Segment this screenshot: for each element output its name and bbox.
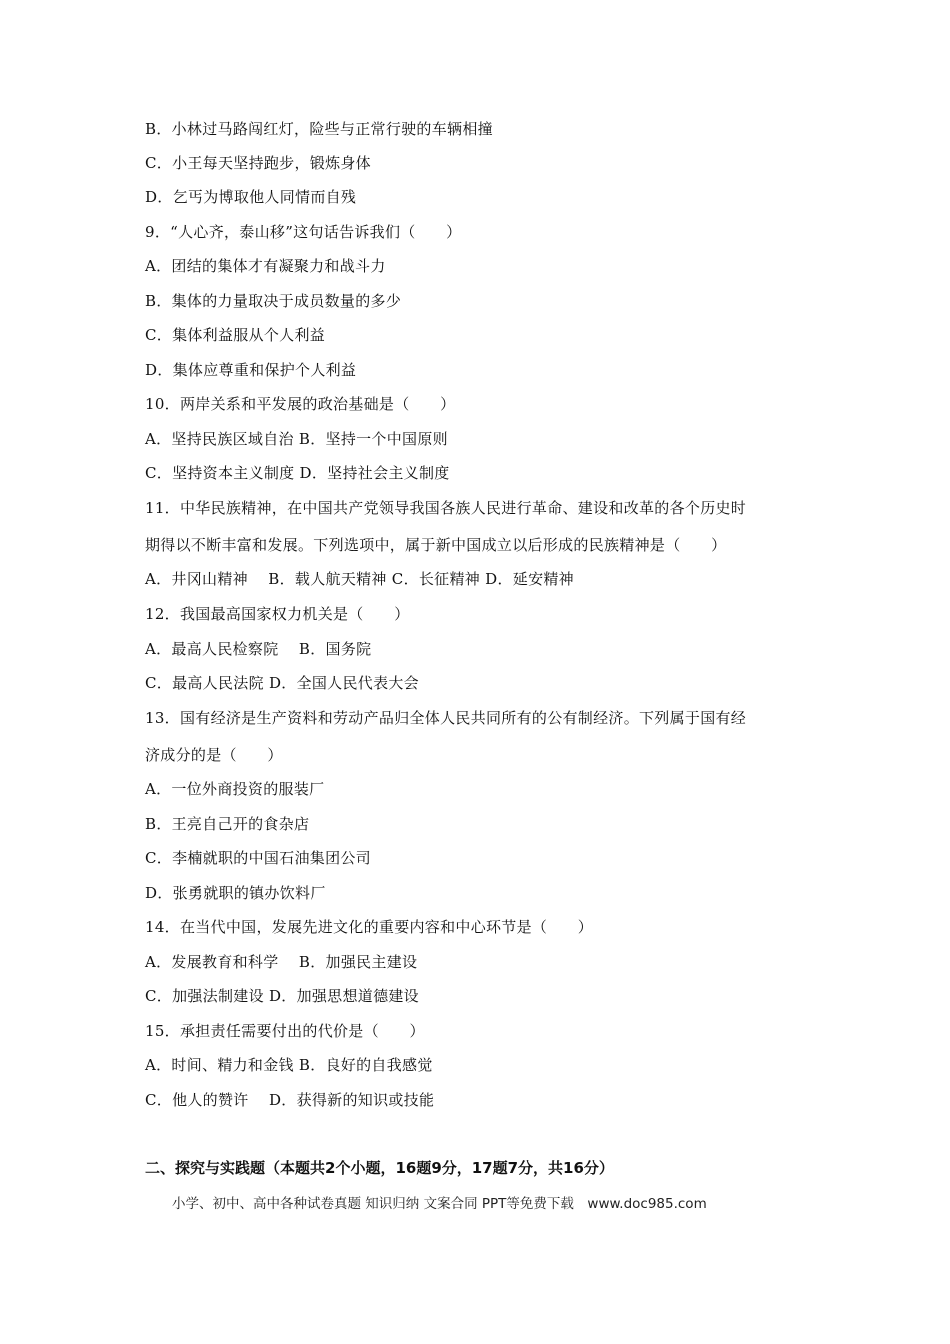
option-line: A．井冈山精神 B．载人航天精神 C．长征精神 D．延安精神 (145, 570, 574, 588)
option-line: A．一位外商投资的服装厂 (145, 780, 325, 798)
option-line: B．集体的力量取决于成员数量的多少 (145, 292, 402, 310)
option-line: A．团结的集体才有凝聚力和战斗力 (145, 257, 386, 275)
question-12: 12．我国最高国家权力机关是（ ） (145, 605, 410, 623)
option-line: A．时间、精力和金钱 B．良好的自我感觉 (145, 1056, 433, 1074)
question-15: 15．承担责任需要付出的代价是（ ） (145, 1022, 425, 1040)
option-line: A．发展教育和科学 B．加强民主建设 (145, 953, 418, 971)
option-line: C．李楠就职的中国石油集团公司 (145, 849, 371, 867)
option-line: A．最高人民检察院 B．国务院 (145, 640, 372, 658)
option-line: A．坚持民族区域自治 B．坚持一个中国原则 (145, 430, 448, 448)
option-line: C．最高人民法院 D．全国人民代表大会 (145, 674, 419, 692)
option-line: B．王亮自己开的食杂店 (145, 815, 310, 833)
option-line: C．集体利益服从个人利益 (145, 326, 326, 344)
section-heading: 二、探究与实践题（本题共2个小题，16题9分，17题7分，共16分） (145, 1159, 614, 1177)
option-line: D．集体应尊重和保护个人利益 (145, 361, 357, 379)
question-13-continued: 济成分的是（ ） (145, 746, 283, 764)
question-11-continued: 期得以不断丰富和发展。下列选项中，属于新中国成立以后形成的民族精神是（ ） (145, 536, 727, 554)
question-10: 10．两岸关系和平发展的政治基础是（ ） (145, 395, 456, 413)
question-13: 13．国有经济是生产资料和劳动产品归全体人民共同所有的公有制经济。下列属于国有经 (145, 709, 747, 727)
option-line: C．他人的赞许 D．获得新的知识或技能 (145, 1091, 435, 1109)
question-14: 14．在当代中国，发展先进文化的重要内容和中心环节是（ ） (145, 918, 594, 936)
option-line: D．乞丐为博取他人同情而自残 (145, 188, 357, 206)
option-line: D．张勇就职的镇办饮料厂 (145, 884, 326, 902)
question-9: 9．“人心齐，泰山移”这句话告诉我们（ ） (145, 223, 462, 241)
footer-note: 小学、初中、高中各种试卷真题 知识归纳 文案合同 PPT等免费下载 www.doc985.com (172, 1196, 707, 1212)
option-line: C．加强法制建设 D．加强思想道德建设 (145, 987, 419, 1005)
option-line: C．小王每天坚持跑步，锻炼身体 (145, 154, 371, 172)
option-line: C．坚持资本主义制度 D．坚持社会主义制度 (145, 464, 450, 482)
option-line: B．小林过马路闯红灯，险些与正常行驶的车辆相撞 (145, 120, 493, 138)
question-11: 11．中华民族精神，在中国共产党领导我国各族人民进行革命、建设和改革的各个历史时 (145, 499, 747, 517)
